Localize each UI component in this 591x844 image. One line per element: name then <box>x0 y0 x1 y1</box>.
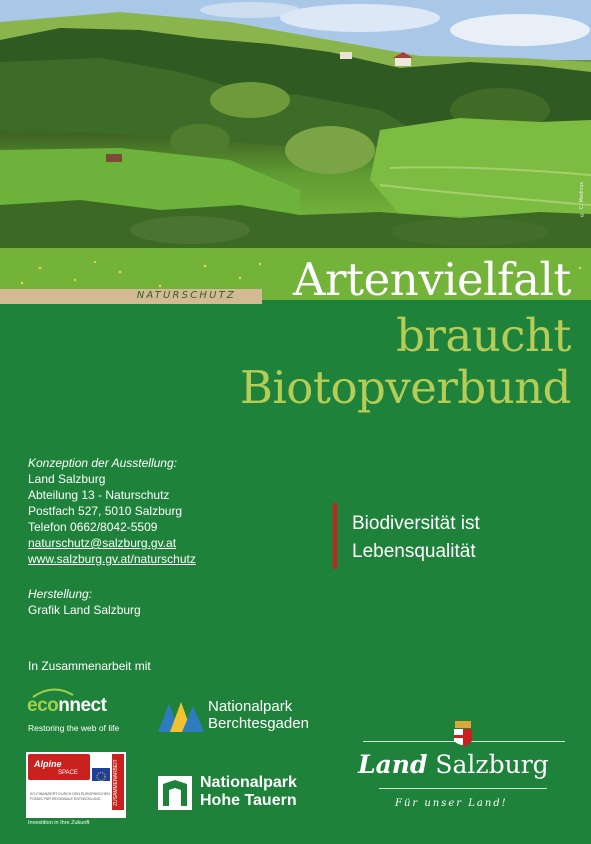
concept-heading: Konzeption der Ausstellung: <box>28 456 177 470</box>
econnect-logo <box>27 689 132 737</box>
hohe-tauern-line-1: Nationalpark <box>200 774 297 791</box>
cooperation-label: In Zusammenarbeit mit <box>28 659 151 673</box>
mountain-icon <box>158 700 204 734</box>
slogan-accent-bar <box>333 503 337 569</box>
contact-website-link[interactable]: www.salzburg.gv.at/naturschutz <box>28 552 196 566</box>
contact-phone: Telefon 0662/8042-5509 <box>28 520 158 534</box>
eu-flag-icon <box>92 768 110 781</box>
econnect-tagline: Restoring the web of life <box>28 723 120 733</box>
category-band <box>0 289 262 304</box>
land-salzburg-motto: Für unser Land! <box>395 798 508 809</box>
nationalpark-berchtesgaden-logo <box>158 698 338 738</box>
title-line-1: Artenvielfalt <box>292 253 571 306</box>
contact-department: Abteilung 13 - Naturschutz <box>28 488 170 502</box>
alpine-space-logo <box>26 752 126 818</box>
berchtesgaden-line-2: Berchtesgaden <box>208 715 309 732</box>
hohe-tauern-icon <box>158 776 192 810</box>
alpine-space-tagline: Investition in Ihre Zukunft <box>28 820 90 826</box>
production-value: Grafik Land Salzburg <box>28 603 141 617</box>
contact-address: Postfach 527, 5010 Salzburg <box>28 504 183 518</box>
contact-org: Land Salzburg <box>28 472 106 486</box>
title-line-2: braucht <box>396 309 571 362</box>
cooperation-sidebar: ZUSAMMENARBEIT <box>112 754 124 810</box>
erdf-note: KO-FINANZIERT DURCH DEN EUROPÄISCHEN FONDS FÜR REGIONALE ENTWICKLUNG <box>30 792 110 801</box>
contact-email-link[interactable]: naturschutz@salzburg.gv.at <box>28 536 177 550</box>
slogan <box>352 510 480 566</box>
photo-credit: © C. Medicus <box>579 182 585 217</box>
econnect-wordmark: econnect <box>27 695 107 716</box>
alpine-space-badge: Alpine SPACE <box>28 754 90 780</box>
hohe-tauern-line-2: Hohe Tauern <box>200 792 297 809</box>
slogan-line-2: Lebensqualität <box>352 541 476 562</box>
category-label: NATURSCHUTZ <box>136 290 236 301</box>
land-salzburg-logo <box>355 718 570 818</box>
title-line-3: Biotopverbund <box>239 361 571 414</box>
slogan-line-1: Biodiversität ist <box>352 513 480 534</box>
coat-of-arms-icon <box>453 721 473 749</box>
contact-block <box>28 455 196 618</box>
berchtesgaden-line-1: Nationalpark <box>208 698 293 715</box>
logo-rule-bottom <box>379 788 547 789</box>
production-heading: Herstellung: <box>28 587 93 601</box>
land-salzburg-wordmark: Land Salzburg <box>358 750 549 779</box>
nationalpark-hohe-tauern-logo <box>158 774 328 816</box>
